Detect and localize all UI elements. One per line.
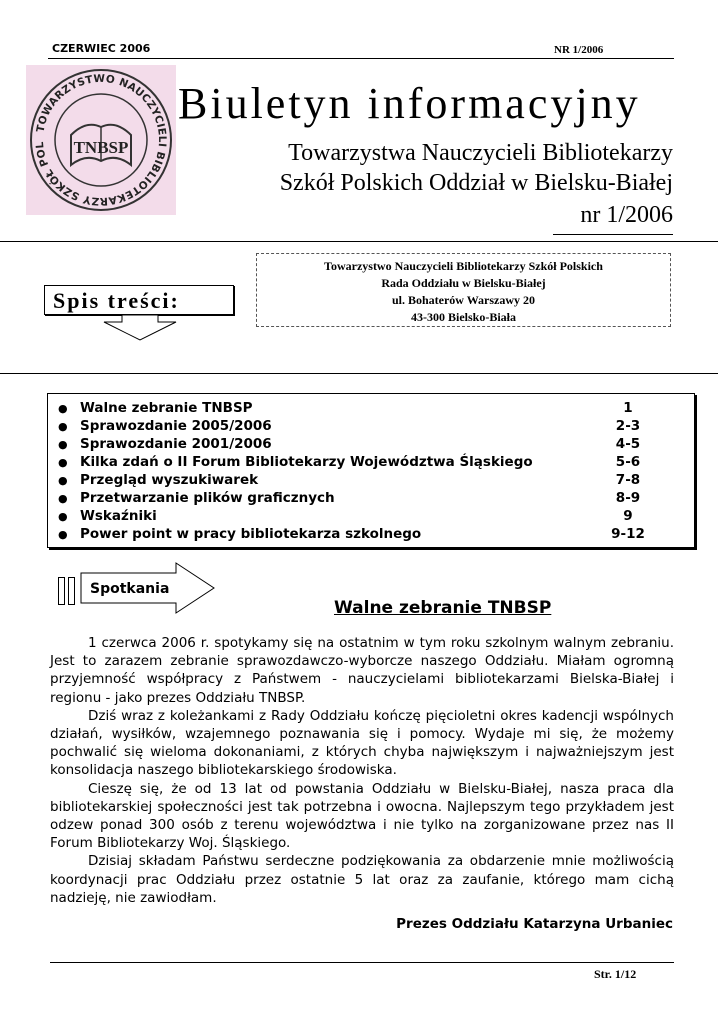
toc-item-page: 2-3 bbox=[615, 418, 641, 434]
toc-item-page: 9-12 bbox=[611, 526, 645, 542]
toc-item-page: 5-6 bbox=[615, 454, 641, 470]
bullet-icon: ● bbox=[58, 456, 68, 469]
table-of-contents bbox=[47, 393, 695, 548]
toc-item[interactable] bbox=[48, 489, 694, 508]
masthead-subtitle-line2: Szkół Polskich Oddział w Bielsku-Białej bbox=[279, 170, 673, 196]
toc-item-title: Walne zebranie TNBSP bbox=[80, 400, 253, 416]
toc-item-page: 1 bbox=[623, 400, 633, 416]
toc-item[interactable] bbox=[48, 417, 694, 436]
toc-item-title: Przetwarzanie plików graficznych bbox=[80, 490, 335, 506]
bullet-icon: ● bbox=[58, 402, 68, 415]
down-arrow-icon bbox=[100, 314, 180, 342]
toc-item[interactable] bbox=[48, 435, 694, 454]
masthead-subtitle-line1: Towarzystwa Nauczycieli Bibliotekarzy bbox=[288, 140, 673, 166]
bullet-icon: ● bbox=[58, 528, 68, 541]
toc-item[interactable] bbox=[48, 453, 694, 472]
contents-heading: Spis treści: bbox=[44, 285, 234, 315]
bullet-icon: ● bbox=[58, 492, 68, 505]
logo-monogram: TNBSP bbox=[73, 138, 129, 157]
address-line-city: 43-300 Bielsko-Biała bbox=[410, 310, 516, 324]
article-body bbox=[50, 634, 674, 907]
toc-item-page: 4-5 bbox=[615, 436, 641, 452]
masthead-divider bbox=[0, 241, 718, 242]
header-issue-number: NR 1/2006 bbox=[554, 44, 604, 56]
article-paragraph: Cieszę się, że od 13 lat od powstania Oddziału w Bielsku-Białej, nasza praca dla bibliotekarskiej społeczności jest tak potrzebna i owocna. Najlepszym tego przykładem jest odzew ponad 300 osób z terenu województwa i nie tylko na zorganizowane przez nas II Forum Bibliotekarzy Woj. Śląskiego. bbox=[50, 780, 674, 852]
article-paragraph: Dzisiaj składam Państwu serdeczne podziękowania za obdarzenie mnie możliwością koordynacji prac Oddziału przez ostatnie 5 lat oraz za zaufanie, którego mam cichą nadzieję, nie zawiodłam. bbox=[50, 853, 674, 906]
footer-divider bbox=[50, 962, 674, 963]
bullet-icon: ● bbox=[58, 438, 68, 451]
address-line-org: Towarzystwo Nauczycieli Bibliotekarzy Szkół Polskich bbox=[324, 259, 603, 273]
tnbsp-logo bbox=[26, 65, 176, 215]
issue-underline bbox=[553, 234, 673, 235]
contents-divider bbox=[0, 373, 718, 374]
toc-item-title: Power point w pracy bibliotekarza szkolnego bbox=[80, 526, 422, 542]
logo-ring-text: TOWARZYSTWO NAUCZYCIELI BIBLIOTEKARZY SZKÓŁ POL bbox=[33, 72, 169, 208]
bullet-icon: ● bbox=[58, 420, 68, 433]
article-paragraph: 1 czerwca 2006 r. spotykamy się na ostatnim w tym roku szkolnym walnym zebraniu. Jest to zarazem zebranie sprawozdawczo-wyborcze naszego Oddziału. Miałam ogromną przyjemność współpracy z Państwem - nauczycielami bibliotekarzami Bielska-Białej i regionu - jako prezes Oddziału TNBSP. bbox=[50, 635, 674, 706]
toc-item[interactable] bbox=[48, 507, 694, 526]
bullet-icon: ● bbox=[58, 474, 68, 487]
article-paragraph: Dziś wraz z koleżankami z Rady Oddziału kończę pięcioletni okres kadencji wspólnych działań, wysiłków, wzajemnego poznawania się i pomocy. Wydaje mi się, że możemy pochwalić się wieloma dokonaniami, z których chyba największym i najważniejszym jest konsolidacja naszego bibliotekarskiego środowiska. bbox=[50, 707, 674, 779]
masthead-issue-number: nr 1/2006 bbox=[580, 202, 673, 228]
toc-item-page: 7-8 bbox=[615, 472, 641, 488]
header-divider bbox=[48, 58, 674, 59]
address-line-street: ul. Bohaterów Warszawy 20 bbox=[391, 293, 536, 307]
header-date: CZERWIEC 2006 bbox=[52, 42, 151, 55]
toc-item-title: Kilka zdań o II Forum Bibliotekarzy Województwa Śląskiego bbox=[80, 454, 533, 470]
toc-item-page: 8-9 bbox=[615, 490, 641, 506]
article-title: Walne zebranie TNBSP bbox=[334, 598, 552, 618]
bulletin-title: Biuletyn informacyjny bbox=[178, 79, 641, 128]
toc-item-title: Przegląd wyszukiwarek bbox=[80, 472, 259, 488]
toc-item[interactable] bbox=[48, 399, 694, 418]
address-line-council: Rada Oddziału w Bielsku-Białej bbox=[381, 276, 546, 290]
section-label: Spotkania bbox=[90, 581, 170, 597]
toc-item[interactable] bbox=[48, 525, 694, 544]
toc-item-title: Sprawozdanie 2001/2006 bbox=[80, 436, 272, 452]
article-signature: Prezes Oddziału Katarzyna Urbaniec bbox=[396, 916, 673, 932]
toc-item-title: Sprawozdanie 2005/2006 bbox=[80, 418, 272, 434]
address-box bbox=[256, 253, 671, 327]
toc-item-page: 9 bbox=[623, 508, 633, 524]
page-number: Str. 1/12 bbox=[594, 967, 637, 981]
toc-item[interactable] bbox=[48, 471, 694, 490]
bullet-icon: ● bbox=[58, 510, 68, 523]
toc-item-title: Wskaźniki bbox=[80, 508, 157, 524]
